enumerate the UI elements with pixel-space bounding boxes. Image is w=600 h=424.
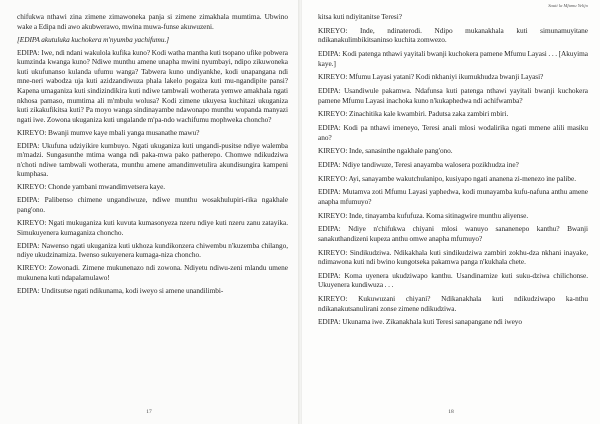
paragraph: EDIPA: Usandiwule pakamwa. Ndafunsa kuti patenga nthawi yayitali bwanji kuchokera pamene Mfumu Layasi inachoka kuno n'kukaphedwa ndi achifwamba? [318,85,588,105]
running-head: Sauti la Mfumu Yelijo [548,3,588,8]
paragraph: kitsa kuti ndiyitanitse Teresi? [318,12,402,21]
left-page-body [17,12,288,295]
paragraph: KIREYO: Inde, sanasinthe ngakhale pang'ono. [318,146,453,156]
paragraph: EDIPA: Ukufuna udziyikire kumbuyo. Ngati ukuganiza kuti ungandi-pusitse ndiye walemba m'madzi. Sungasunthe mtima wanga ndi paka-mwa pako patherepo. Chomwe ndikudziwa n'choti ndiwe tambwali wotherata, munthu amene amandimvetulira akundisungira kampeni kumphasa. [17,140,288,179]
paragraph: KIREYO: Inde, tinayamba kufufuza. Koma sitinagwire munthu aliyense. [318,210,529,220]
paragraph: EDIPA: Unditsutse ngati ndikunama, kodi iweyo si amene unandilimbi- [17,285,224,295]
paragraph: KIREYO: Zinachitika kale kwambiri. Padutsa zaka zambiri mbiri. [318,109,509,119]
paragraph: KIREYO: Zowonadi. Zimene mukunenazo ndi zowona. Ndiyetu ndiwu-zeni mlandu umene mukunena kuti ndapalamulawo! [17,263,288,282]
paragraph: EDIPA: Kodi patenga nthawi yayitali bwanji kuchokera pamene Mfumu Layasi . . . [Akuyima kaye.] [318,48,588,68]
right-page-body [318,12,588,327]
paragraph: KIREYO: Chonde yambani mwandimvetsera kaye. [17,182,166,192]
paragraph: EDIPA: Kodi pa nthawi imeneyo, Teresi anali mlosi wodalirika ngati mmene alili masiku ano? [318,122,588,142]
paragraph: EDIPA: Ukunama iwe. Zikanakhala kuti Teresi sanapangane ndi iweyo [318,317,523,327]
paragraph: EDIPA: Ndiye tandiwuze, Teresi anayamba walosera pozikhudza ine? [318,159,519,169]
page-number: 18 [448,409,454,415]
right-page [302,0,600,424]
stage-direction: [EDIPA akutuluka kuchokera m'nyumba yachifumu.] [17,34,170,44]
paragraph: KIREYO: Ayi, sanayambe wakutchulanipo, kusiyapo ngati ananena zi-menezo ine palibe. [318,173,577,183]
paragraph: chifukwa nthawi zina zimene zimawoneka panja si zimene zimakhala mumtima. Ubwino wake a Edipa ndi awo akubwerawo, mwina muwa-funse akuwuzeni. [17,12,288,31]
paragraph: EDIPA: Nawenso ngati ukuganiza kuti ukhoza kundikonzera chiwembu n'kuzemba chilango, ndiye ukudzinamiza. Iwenso sukuyenera kumaga-niza choncho. [17,240,288,260]
left-page [0,0,298,424]
paragraph: EDIPA: Koma uyenera ukudziwapo kanthu. Usandinamize kuti suku-dziwa chilichonse. Ukuyenera kundiwuza . . . [318,270,588,290]
page-number: 17 [146,409,152,415]
paragraph: EDIPA: Iwe, ndi ndani wakulola kufika kuno? Kodi watha mantha kuti tsopano ufike pobwera kumzinda kwanga kuno? Ndiwe munthu amene unapha mwini nyumbayi, ndipo zikuwoneka kuti ukufunanso kulanda ufumu wanga? Tabwera kuno undiyankhe, kodi unapangana ndi mne-neri wabodza uja kuti azidzandiwuza phala lakelo pogaiza kuti mu-ngandipite pansi? Kapena umaganiza kuti sindizindikira kuti ndiwe tambwali wotherata yemwe amakhala ngati nkhosa pamaso, mumtima ali m'mbulu wolusa? Kodi zimene ukuyesa kuchitazi ukuganiza kuti zikakufikitsa kuti? Pa moyo wanga sindinayambe ndawonapo munthu wopanda manyazi ngati iwe. Zowona ukuganiza kuti ungalande m'pa-ndo wachifumu mophweka choncho? [17,47,288,124]
paragraph: EDIPA: Palibenso chimene ungandiwuze, ndiwe munthu wosakhulupiri-rika ngakhale pang'ono. [17,195,288,215]
paragraph: KIREYO: Kukuwuzani chiyani? Ndikanakhala kuti ndikudziwapo ka-nthu ndikanakutsanulirani zonse zimene ndikudziwa. [318,294,588,313]
paragraph: KIREYO: Mfumu Layasi yatani? Kodi nkhaniyi ikumukhudza bwanji Layasi? [318,72,544,82]
paragraph: EDIPA: Mutamva zoti Mfumu Layasi yaphedwa, kodi munayamba kufu-nafuna anthu amene anapha mfumuyo? [318,187,588,206]
paragraph: KIREYO: Sindikudziwa. Ndikakhala kuti sindikudziwa zambiri zokhu-dza nkhani inayake, ndimawona kuti ndi bwino kungotseka pakamwa panga n'kukhala chete. [318,247,588,267]
paragraph: EDIPA: Ndiye n'chifukwa chiyani mlosi wanuyo sananenepo kanthu? Bwanji sanakuthandizeni kupeza anthu omwe anapha mfumuyo? [318,224,588,243]
paragraph: KIREYO: Inde, ndinaterodi. Ndipo mukanakhala kuti simunamuyitane ndikanakulimbikitsaninso kuchita zomwezo. [318,25,588,45]
paragraph: KIREYO: Ngati mukuganiza kuti kuvuta kumasonyeza nzeru ndiye kuti nzeru zanu zatayika. Simukuyenera kumaganiza choncho. [17,218,288,237]
paragraph: KIREYO: Bwanji mumve kaye mbali yanga musanathe mawu? [17,127,200,137]
